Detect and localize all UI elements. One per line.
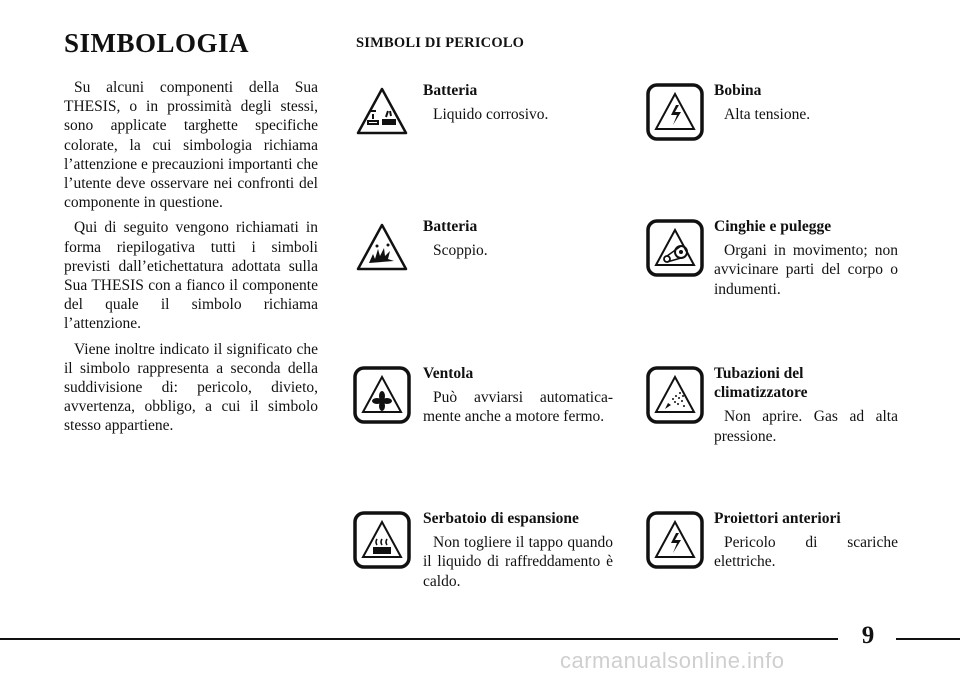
symbol-name: Serbatoio di espansione xyxy=(423,510,579,527)
symbol-entry xyxy=(423,364,613,427)
section-title: SIMBOLI DI PERICOLO xyxy=(356,35,525,51)
symbol-name: Tubazioni del climatizzatore xyxy=(714,365,808,402)
symbol-entry xyxy=(714,217,898,299)
symbol-name: Cinghie e pulegge xyxy=(714,218,832,235)
fan-icon xyxy=(353,366,411,424)
symbol-description: Scoppio. xyxy=(433,242,488,260)
intro-text xyxy=(64,78,318,442)
symbol-description: Organi in movimento; non avvicinare parti del corpo o indumenti. xyxy=(714,242,898,298)
symbol-description: Liquido corrosivo. xyxy=(433,106,549,124)
footer-rule-left xyxy=(0,638,838,640)
page-number: 9 xyxy=(861,622,875,649)
corrosive-icon xyxy=(353,83,411,141)
watermark: carmanualsonline.info xyxy=(560,648,785,673)
pressurized-gas-icon xyxy=(646,366,704,424)
symbol-entry xyxy=(714,509,898,572)
symbol-description: Può avviarsi automatica-mente anche a motore fermo. xyxy=(423,389,613,426)
symbol-name: Batteria xyxy=(423,82,478,99)
symbol-entry xyxy=(423,509,613,591)
symbol-description: Non togliere il tappo quando il liquido di raffreddamento è caldo. xyxy=(423,534,613,590)
page-title: SIMBOLOGIA xyxy=(64,28,250,58)
symbol-name: Ventola xyxy=(423,365,474,382)
footer-rule-right xyxy=(896,638,960,640)
symbol-entry xyxy=(714,81,898,124)
high-voltage-icon xyxy=(646,83,704,141)
symbol-description: Non aprire. Gas ad alta pressione. xyxy=(714,408,898,445)
symbol-name: Batteria xyxy=(423,218,478,235)
symbol-entry xyxy=(423,81,613,124)
electric-shock-icon xyxy=(646,511,704,569)
symbol-description: Alta tensione. xyxy=(724,106,811,124)
symbol-entry xyxy=(714,364,898,446)
intro-paragraph: Qui di seguito vengono richiamati in forma riepilogativa tutti i simboli previsti dall’etichettatura adottata sulla Sua THESIS con a fianco il componente del quale il simbolo richiama l’attenzione. xyxy=(64,219,318,333)
symbol-name: Proiettori anteriori xyxy=(714,510,841,527)
hot-coolant-icon xyxy=(353,511,411,569)
explosion-icon xyxy=(353,219,411,277)
symbol-name: Bobina xyxy=(714,82,762,99)
symbol-entry xyxy=(423,217,613,260)
belt-pulley-icon xyxy=(646,219,704,277)
symbol-description: Pericolo di scariche elettriche. xyxy=(714,534,898,571)
intro-paragraph: Viene inoltre indicato il significato che il simbolo rappresenta a seconda della suddivisione di: pericolo, divieto, avvertenza, obbligo, a cui il simbolo stesso appartiene. xyxy=(64,340,318,435)
intro-paragraph: Su alcuni componenti della Sua THESIS, o in prossimità degli stessi, sono applicate targhette specifiche colorate, la cui simbologia richiama l’attenzione e precauzioni importanti che l’utente deve osservare nei confronti del componente in questione. xyxy=(64,79,318,212)
